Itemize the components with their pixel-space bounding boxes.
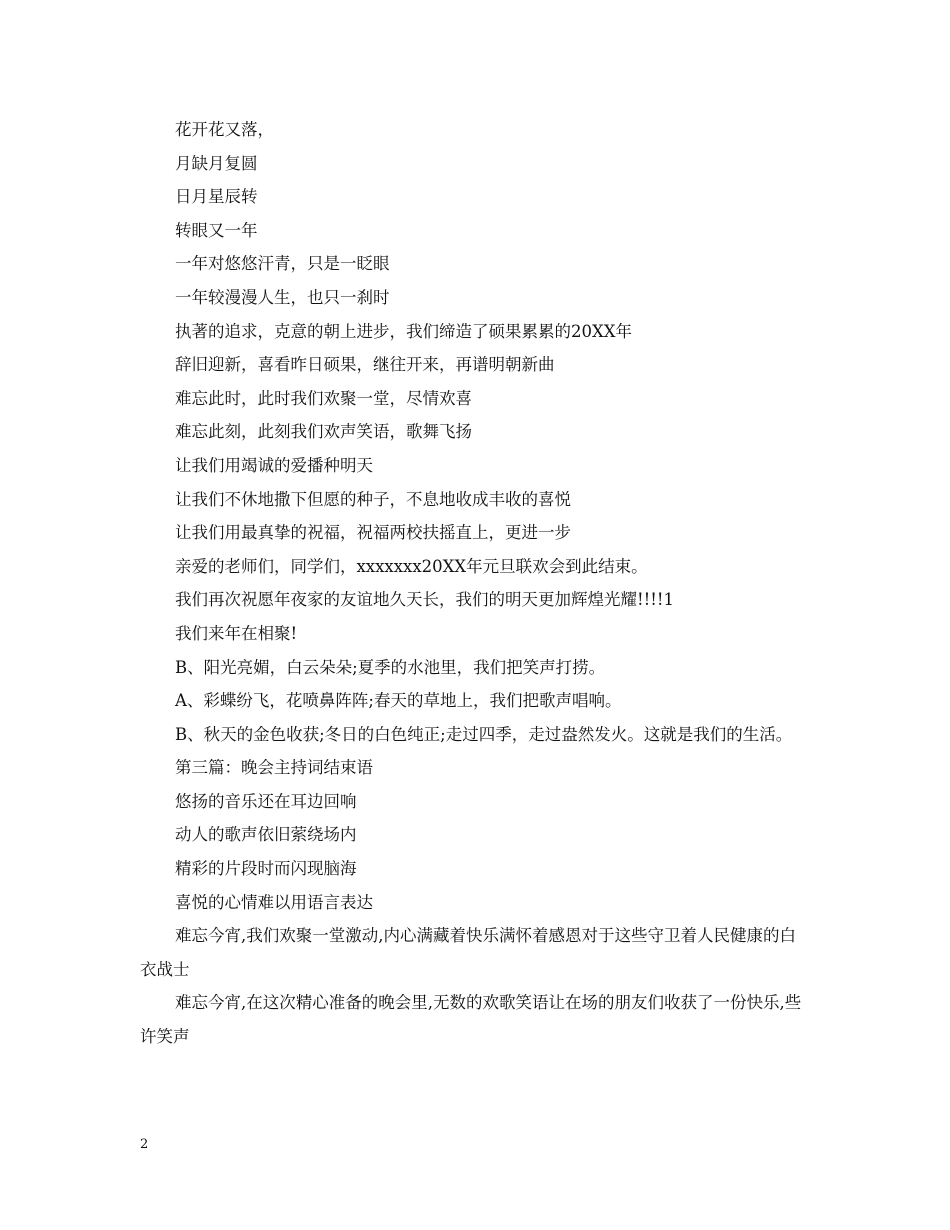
paragraph: 让我们用最真挚的祝福，祝福两校扶摇直上，更进一步 — [175, 523, 571, 543]
document-body — [140, 113, 812, 1054]
paragraph: 难忘此时，此时我们欢聚一堂，尽情欢喜 — [175, 388, 472, 408]
paragraph: 辞旧迎新，喜看昨日硕果，继往开来，再谱明朝新曲 — [175, 355, 555, 375]
paragraph: 一年较漫漫人生，也只一刹时 — [175, 287, 390, 307]
paragraph: B、秋天的金色收获;冬日的白色纯正;走过四季，走过盎然发火。这就是我们的生活。 — [175, 724, 793, 744]
paragraph: 精彩的片段时而闪现脑海 — [175, 859, 357, 879]
paragraph: 执著的追求，克意的朝上进步，我们缔造了硕果累累的20XX年 — [175, 321, 632, 341]
paragraph: 悠扬的音乐还在耳边回响 — [175, 791, 357, 811]
paragraph: B、阳光亮媚，白云朵朵;夏季的水池里，我们把笑声打捞。 — [175, 657, 606, 677]
paragraph: 难忘今宵,在这次精心准备的晚会里,无数的欢歌笑语让在场的朋友们收获了一份快乐,些许笑声 — [140, 993, 802, 1047]
paragraph: 日月星辰转 — [175, 187, 258, 207]
paragraph: 喜悦的心情难以用语言表达 — [175, 892, 373, 912]
paragraph: 我们来年在相聚! — [175, 623, 298, 643]
paragraph: 月缺月复圆 — [175, 153, 258, 173]
section-heading: 第三篇：晚会主持词结束语 — [175, 758, 373, 778]
paragraph: 花开花又落， — [175, 120, 274, 139]
paragraph: 亲爱的老师们，同学们，xxxxxxx20XX年元旦联欢会到此结束。 — [175, 556, 648, 576]
paragraph: 我们再次祝愿年夜家的友谊地久天长，我们的明天更加辉煌光耀!!!!1 — [175, 590, 675, 610]
paragraph: 动人的歌声依旧萦绕场内 — [175, 825, 357, 845]
paragraph: A、彩蝶纷飞，花喷鼻阵阵;春天的草地上，我们把歌声唱响。 — [175, 691, 622, 711]
paragraph: 一年对悠悠汗青，只是一眨眼 — [175, 254, 390, 274]
paragraph: 让我们不休地撒下但愿的种子，不息地收成丰收的喜悦 — [175, 489, 571, 509]
paragraph: 难忘此刻，此刻我们欢声笑语，歌舞飞扬 — [175, 422, 472, 442]
paragraph: 难忘今宵,我们欢聚一堂激动,内心满藏着快乐满怀着感恩对于这些守卫着人民健康的白衣战士 — [140, 926, 796, 979]
page-number: 2 — [140, 1137, 149, 1152]
paragraph: 让我们用竭诚的爱播种明天 — [175, 455, 373, 475]
paragraph: 转眼又一年 — [175, 220, 258, 240]
